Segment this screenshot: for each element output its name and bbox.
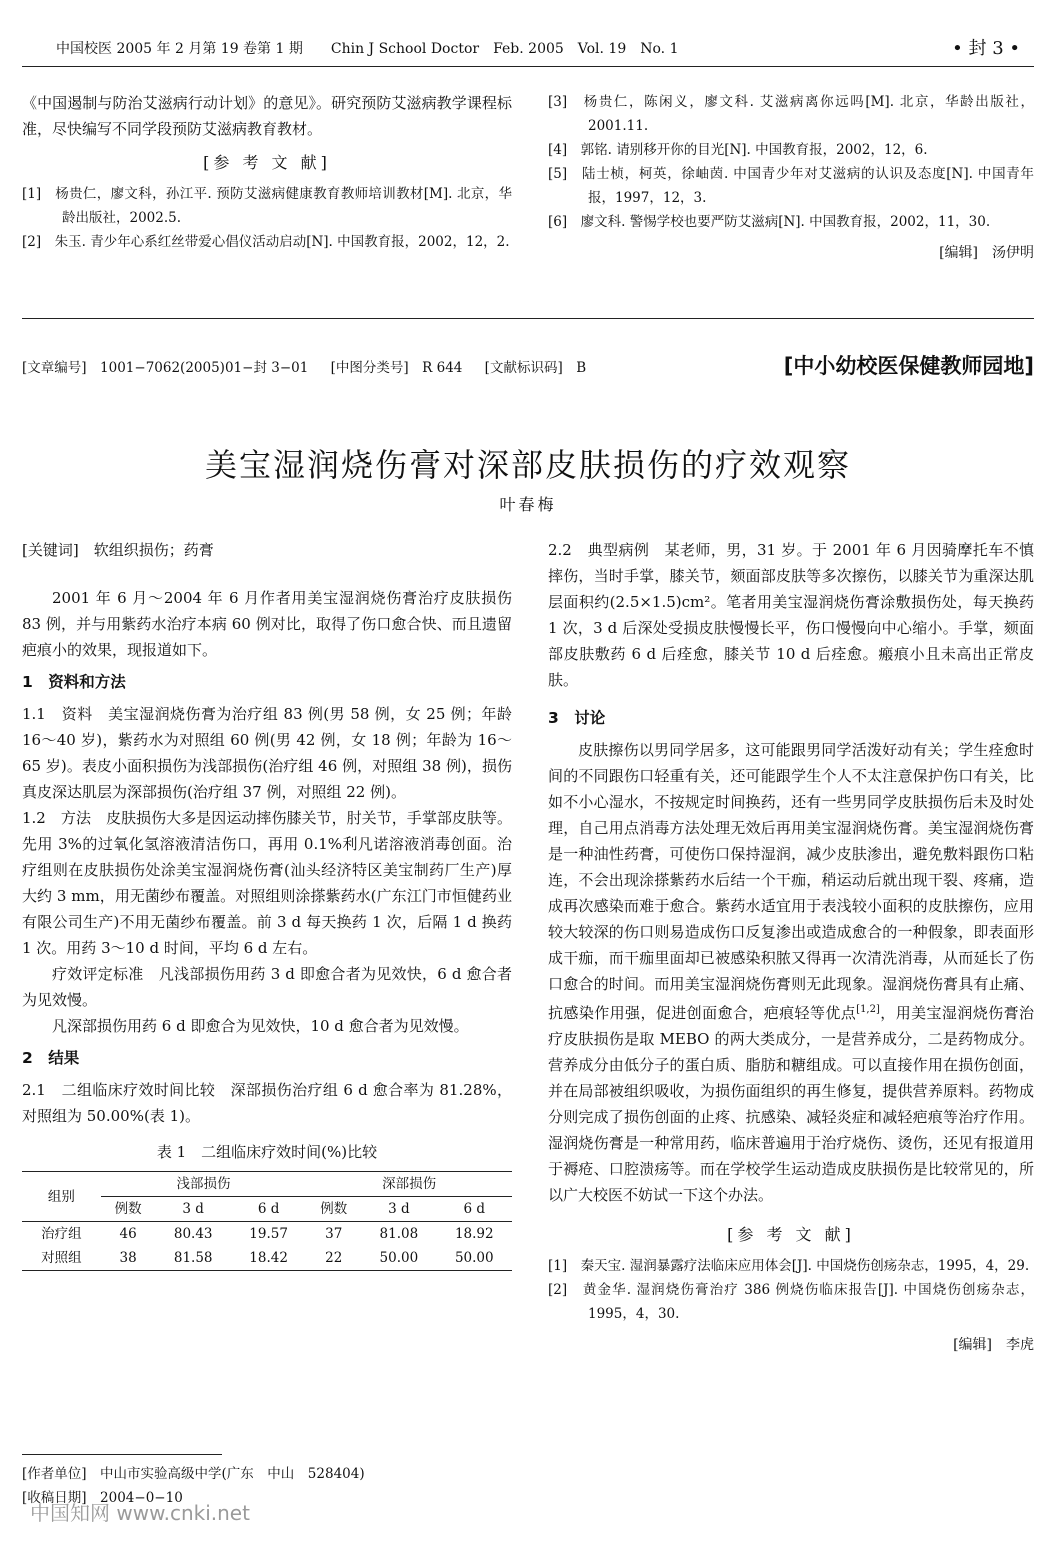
table-cell: 19.57 xyxy=(249,1226,288,1242)
table-header-row xyxy=(22,1172,512,1197)
article-author: 叶春梅 xyxy=(499,495,557,514)
journal-citation: 中国校医 2005 年 2 月第 19 卷第 1 期 Chin J School Doctor Feb. 2005 Vol. 19 No. 1 xyxy=(56,41,679,57)
section-heading: 1 资料和方法 xyxy=(22,673,126,691)
criteria-paragraph: 凡深部损伤用药 6 d 即愈合为见效快，10 d 愈合者为见效慢。 xyxy=(52,1017,469,1035)
reference-item: [6] 廖文科. 警惕学校也要严防艾滋病[N]. 中国教育报，2002，11，30. xyxy=(548,214,991,230)
table-cell: 50.00 xyxy=(454,1250,494,1266)
subheader-cell: 例数 xyxy=(320,1201,348,1217)
article-number: [文章编号] 1001−7062(2005)01−封 3−01 xyxy=(22,360,309,376)
article-editor: [编辑] 李虎 xyxy=(953,1337,1034,1353)
section-1-2: 1.2 方法 皮肤损伤大多是因运动摔伤膝关节，肘关节，手掌部皮肤等。先用 3%的过氧化氢溶液清洁伤口，再用 0.1%利凡诺溶液消毒创面。治疗组则在皮肤损伤处涂美宝湿润烧伤膏(汕头经济特区美宝制药厂生产)厚大约 3 mm，用无菌纱布覆盖。对照组则涂搽紫药水(广东江门市恒健药业有限公司生产)不用无菌纱布覆盖。前 3 d 每天换药 1 次，后隔 1 d 换药 1 次。用药 3～10 d 时间，平均 6 d 左右。 xyxy=(22,809,512,957)
article-title: 美宝湿润烧伤膏对深部皮肤损伤的疗效观察 xyxy=(204,446,851,484)
section-1-1: 1.1 资料 美宝湿润烧伤膏为治疗组 83 例(男 58 例，女 25 例；年龄 16～40 岁)，紫药水为对照组 60 例(男 42 例，女 18 例；年龄为 16～65 岁)。表皮小面积损伤为浅部损伤(治疗组 46 例，对照组 38 例)，损伤真皮深达肌层为深部损伤(治疗组 37 例，对照组 22 例)。 xyxy=(22,705,512,801)
criteria-paragraph: 疗效评定标准 凡浅部损伤用药 3 d 即愈合者为见效快，6 d 愈合者为见效慢。 xyxy=(22,965,512,1009)
discussion-text: 皮肤擦伤以男同学居多，这可能跟男同学活泼好动有关；学生痊愈时间的不同跟伤口轻重有关，还可能跟学生个人不太注意保护伤口有关，比如不小心湿水，不按规定时间换药，还有一些男同学皮肤损伤后未及时处理，自己用点消毒方法处理无效后再用美宝湿润烧伤膏。美宝湿润烧伤膏是一种油性药膏，可使伤口保持湿润，减少皮肤渗出，避免敷料跟伤口粘连，不会出现涂搽紫药水后结一个干痂，稍运动后就出现干裂、疼痛，造成再次感染而难于愈合。紫药水适宜用于表浅较小面积的皮肤擦伤，应用较大较深的伤口则易造成伤口反复渗出或造成愈合的一种假象，即表面形成干痂，而干痂里面却已被感染积脓又得再一次清洗消毒，从而延长了伤口愈合的时间。而用美宝湿润烧伤膏则无此现象。湿润烧伤膏具有止痛、抗感染作用强，促进创面愈合，疤痕轻等优点 xyxy=(548,741,1034,1022)
reference-item: [1] 杨贵仁，廖文科，孙江平. 预防艾滋病健康教育教师培训教材[M]. 北京，华龄出版社，2002.5. xyxy=(22,186,512,226)
table-cell: 80.43 xyxy=(173,1226,213,1242)
table-cell: 37 xyxy=(325,1226,343,1242)
page-number: • 封 3 • xyxy=(952,38,1020,59)
reference-item: [5] 陆士桢，柯英，徐岫茵. 中国青少年对艾滋病的认识及态度[N]. 中国青年报，1997，12，3. xyxy=(548,166,1034,206)
footnote-rule xyxy=(22,1454,222,1455)
subheader-cell: 3 d xyxy=(182,1201,204,1217)
table-cell: 81.08 xyxy=(379,1226,419,1242)
table-cell: 18.42 xyxy=(249,1250,288,1266)
prev-article-left-column xyxy=(22,90,512,254)
table-row xyxy=(22,1222,512,1247)
subheader-cell: 例数 xyxy=(114,1201,142,1217)
table-cell: 81.58 xyxy=(173,1250,213,1266)
reference-item: [4] 郭铭. 请别移开你的目光[N]. 中国教育报，2002，12，6. xyxy=(548,142,928,158)
results-table xyxy=(22,1171,512,1271)
prev-editor: [编辑] 汤伊明 xyxy=(939,245,1034,261)
deep-header: 深部损伤 xyxy=(306,1172,512,1197)
table-cell: 50.00 xyxy=(379,1250,419,1266)
received-date: [收稿日期] 2004−0−10 xyxy=(22,1490,183,1506)
table-cell: 46 xyxy=(119,1226,137,1242)
group-header: 组别 xyxy=(47,1188,75,1205)
article-meta xyxy=(22,356,604,376)
header-rule xyxy=(22,66,1034,67)
table-cell: 18.92 xyxy=(454,1226,494,1242)
article-right-column xyxy=(548,537,1034,1358)
prev-refs-title: [参 考 文 献] xyxy=(203,153,331,172)
keywords: [关键词] 软组织损伤；药膏 xyxy=(22,541,214,559)
shallow-header: 浅部损伤 xyxy=(101,1172,307,1197)
clc-number: [中图分类号] R 644 xyxy=(330,360,463,376)
table-cell: 38 xyxy=(119,1250,137,1266)
prev-article-right-column xyxy=(548,90,1034,266)
table-caption: 表 1 二组临床疗效时间(%)比较 xyxy=(156,1143,378,1161)
section-2-1: 2.1 二组临床疗效时间比较 深部损伤治疗组 6 d 愈合率为 81.28%，对照组为 50.00%(表 1)。 xyxy=(22,1081,512,1125)
column-name: [中小幼校医保健教师园地] xyxy=(783,354,1034,378)
section-heading: 3 讨论 xyxy=(548,709,606,727)
intro-paragraph: 2001 年 6 月～2004 年 6 月作者用美宝湿润烧伤膏治疗皮肤损伤 83 例，并与用紫药水治疗本病 60 例对比，取得了伤口愈合快、而且遗留疤痕小的效果，现报道如下。 xyxy=(22,589,512,659)
reference-item: [2] 朱玉. 青少年心系红丝带爱心倡仪活动启动[N]. 中国教育报，2002，12，2. xyxy=(22,234,510,250)
reference-item: [3] 杨贵仁，陈闲义，廖文科. 艾滋病离你远吗[M]. 北京，华龄出版社，2001.11. xyxy=(548,94,1034,134)
document-code: [文献标识码] B xyxy=(484,360,587,376)
table-cell: 对照组 xyxy=(41,1250,82,1266)
reference-item: [2] 黄金华. 湿润烧伤膏治疗 386 例烧伤临床报告[J]. 中国烧伤创疡杂志，1995，4，30. xyxy=(548,1282,1034,1322)
table-cell: 治疗组 xyxy=(41,1226,82,1242)
subheader-cell: 6 d xyxy=(463,1201,486,1217)
discussion-paragraph xyxy=(548,737,1034,1208)
subheader-cell: 6 d xyxy=(257,1201,280,1217)
article-left-column xyxy=(22,537,512,1271)
refs-title: [参 考 文 献] xyxy=(727,1225,855,1244)
reference-item: [1] 秦天宝. 湿润暴露疗法临床应用体会[J]. 中国烧伤创疡杂志，1995，4，29. xyxy=(548,1258,1030,1274)
citation-marker: [1,2] xyxy=(856,1004,880,1015)
author-affiliation: [作者单位] 中山市实验高级中学(广东 中山 528404) xyxy=(22,1466,365,1482)
discussion-text: ，用美宝湿润烧伤膏治疗皮肤损伤是取 MEBO 的两大类成分，一是营养成分，二是药物成分。营养成分由低分子的蛋白质、脂肪和糖组成。可以直接作用在损伤创面，并在局部被组织吸收，为损伤面组织的再生修复，提供营养原料。药物成分则完成了损伤创面的止疼、抗感染、减轻炎症和减轻疤痕等治疗作用。湿润烧伤膏是一种常用药，临床普遍用于治疗烧伤、烫伤，还见有报道用于褥疮、口腔溃疡等。而在学校学生运动造成皮肤损伤是比较常见的，所以广大校医不妨试一下这个办法。 xyxy=(548,1004,1034,1204)
prev-article-text: 《中国遏制与防治艾滋病行动计划》的意见》。研究预防艾滋病教学课程标准，尽快编写不同学段预防艾滋病教育教材。 xyxy=(22,94,512,138)
table-cell: 22 xyxy=(325,1250,343,1266)
subheader-cell: 3 d xyxy=(388,1201,410,1217)
running-header xyxy=(22,34,1034,64)
section-2-2: 2.2 典型病例 某老师，男，31 岁。于 2001 年 6 月因骑摩托车不慎摔伤，当时手掌，膝关节，颏面部皮肤等多次擦伤，以膝关节为重深达肌层面积约(2.5×1.5)cm²。笔者用美宝湿润烧伤膏涂敷损伤处，每天换药 1 次，3 d 后深处受损皮肤慢慢长平，伤口慢慢向中心缩小。手掌，颏面部皮肤敷药 6 d 后痊愈，膝关节 10 d 后痊愈。瘢痕小且未高出正常皮肤。 xyxy=(548,541,1034,689)
cnki-watermark: 中国知网 www.cnki.net xyxy=(30,1501,250,1525)
article-separator-rule xyxy=(22,318,1034,319)
table-row xyxy=(22,1246,512,1271)
section-heading: 2 结果 xyxy=(22,1049,80,1067)
